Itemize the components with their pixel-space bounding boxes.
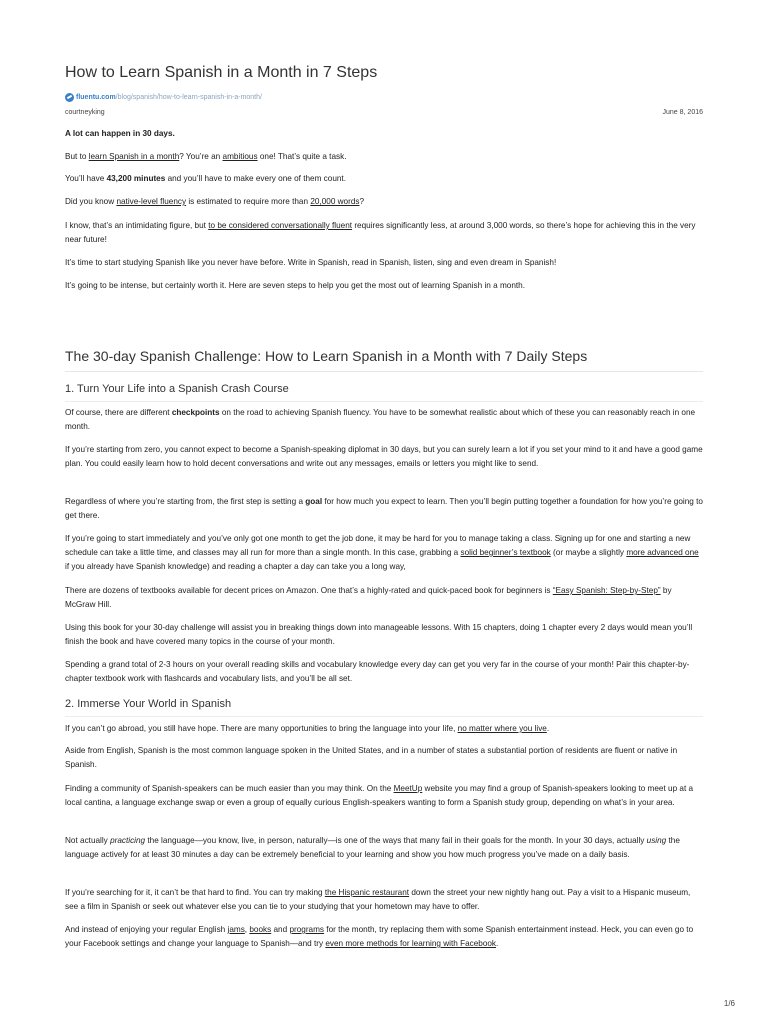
source-path: /blog/spanish/how-to-learn-spanish-in-a-month/ [115,93,262,101]
author: courtneyking [65,109,105,116]
step-2-paragraph-3: Finding a community of Spanish-speakers can be much easier than you may think. On the MeetUp website you may find a group of Spanish-speakers looking to meet up at a local cantina, a language exchange swap or even a group of equally curious English-speakers wanting to form a Spanish study group, depending on what’s in your area. [65,784,694,807]
step-1-paragraph-3: Regardless of where you’re starting from, the first step is setting a goal for how much you expect to learn. Then you’ll begin putting together a foundation for how you’re going to get there. [65,497,703,520]
page-number: 1/6 [723,999,735,1008]
link-icon [65,93,74,102]
intro-paragraph-2: But to learn Spanish in a month? You’re an ambitious one! That’s quite a task. [65,152,347,161]
step-2-paragraph-4: Not actually practicing the language—you know, live, in person, naturally—is one of the ways that many fail in their goals for the month. In your 30 days, actually using the language actively for at least 30 minutes a day can be extremely beneficial to your learning and show you how much progress you’ve made on a daily basis. [65,836,680,859]
section-title: The 30-day Spanish Challenge: How to Learn Spanish in a Month with 7 Daily Steps [65,348,588,364]
step-2-divider [65,716,703,717]
step-1-paragraph-7: Spending a grand total of 2-3 hours on your overall reading skills and vocabulary knowledge every day can get you very far in the course of your month! Pair this chapter-by-chapter textbook work with flashcards and vocabulary lists, and you’ll be all set. [65,660,690,683]
source-host: fluentu.com [76,93,116,101]
link-advanced-textbook[interactable]: more advanced one [626,548,699,557]
link-20000-words[interactable]: 20,000 words [310,197,360,206]
intro-paragraph-6: It’s time to start studying Spanish like you never have before. Write in Spanish, read in Spanish, listen, sing and even dream in Spanish! [65,258,557,267]
step-2-heading: 2. Immerse Your World in Spanish [65,698,232,710]
link-easy-spanish[interactable]: “Easy Spanish: Step-by-Step” [552,586,661,595]
link-conversationally-fluent[interactable]: to be considered conversationally fluent [208,221,353,230]
step-1-paragraph-4: If you’re going to start immediately and you’ve only got one month to get the job done, it may be hard for you to manage taking a class. Signing up for one and starting a new schedule can take a little time, and classes may all run for more than a single month. In this case, grabbing a solid beginner’s textbook (or maybe a slightly more advanced one if you already have Spanish knowledge) and reading a chapter a day can take you a long way, [65,534,699,571]
link-no-matter-where[interactable]: no matter where you live [457,724,547,733]
link-books[interactable]: books [249,925,272,934]
link-beginners-textbook[interactable]: solid beginner’s textbook [460,548,551,557]
link-programs[interactable]: programs [289,925,325,934]
intro-paragraph-3: You’ll have 43,200 minutes and you’ll have to make every one of them count. [65,174,346,183]
step-2-paragraph-6: And instead of enjoying your regular English jams, books and programs for the month, try replacing them with some Spanish entertainment instead. Heck, you can even go to your Facebook settings and change your language to Spanish—and try even more methods for learning with Facebook. [65,925,694,948]
link-meetup[interactable]: MeetUp [393,784,423,793]
step-1-divider [65,401,703,402]
link-hispanic-restaurant[interactable]: the Hispanic restaurant [324,888,410,897]
step-2-paragraph-5: If you’re searching for it, it can’t be that hard to find. You can try making the Hispanic restaurant down the street your new nightly hang out. Pay a visit to a Hispanic museum, see a film in Spanish or seek out whatever else you can tie to your studying that your hometown may have to offer. [65,888,691,911]
article-title: How to Learn Spanish in a Month in 7 Steps [65,64,378,81]
step-1-heading: 1. Turn Your Life into a Spanish Crash Course [65,383,289,395]
link-native-fluency[interactable]: native-level fluency [116,197,187,206]
intro-paragraph-4: Did you know native-level fluency is estimated to require more than 20,000 words? [65,197,365,206]
intro-paragraph-5: I know, that’s an intimidating figure, but to be considered conversationally fluent requires significantly less, at around 3,000 words, so there’s hope for achieving this in the very near future! [65,221,696,244]
intro-paragraph-7: It’s going to be intense, but certainly worth it. Here are seven steps to help you get the most out of learning Spanish in a month. [65,281,525,290]
link-facebook-methods[interactable]: even more methods for learning with Facebook [325,939,497,948]
step-1-paragraph-2: If you’re starting from zero, you cannot expect to become a Spanish-speaking diplomat in 30 days, but you can surely learn a lot if you set your mind to it and have a good game plan. You could easily learn how to hold decent conversations and write out any messages, emails or letters you might like to send. [65,445,703,468]
publish-date: June 8, 2016 [662,109,703,116]
step-1-paragraph-1: Of course, there are different checkpoints on the road to achieving Spanish fluency. You have to be somewhat realistic about which of these you can reasonably reach in one month. [65,408,696,431]
step-2-paragraph-2: Aside from English, Spanish is the most common language spoken in the United States, and in a number of states a substantial portion of residents are fluent or native in Spanish. [65,746,678,769]
step-2-paragraph-1: If you can’t go abroad, you still have hope. There are many opportunities to bring the language into your life, no matter where you live. [65,724,550,733]
intro-paragraph-1: A lot can happen in 30 days. [65,129,175,138]
link-ambitious[interactable]: ambitious [222,152,258,161]
step-1-paragraph-5: There are dozens of textbooks available for decent prices on Amazon. One that’s a highly-rated and quick-paced book for beginners is “Easy Spanish: Step-by-Step” by McGraw Hill. [65,586,672,609]
step-1-paragraph-6: Using this book for your 30-day challenge will assist you in breaking things down into manageable lessons. With 15 chapters, doing 1 chapter every 2 days would mean you’ll finish the book and have covered many topics in the course of your month. [65,623,693,646]
link-learn-spanish-month[interactable]: learn Spanish in a month [88,152,180,161]
section-divider [65,371,703,372]
source-url[interactable] [65,92,262,102]
article-meta [65,109,703,116]
link-jams[interactable]: jams [227,925,245,934]
